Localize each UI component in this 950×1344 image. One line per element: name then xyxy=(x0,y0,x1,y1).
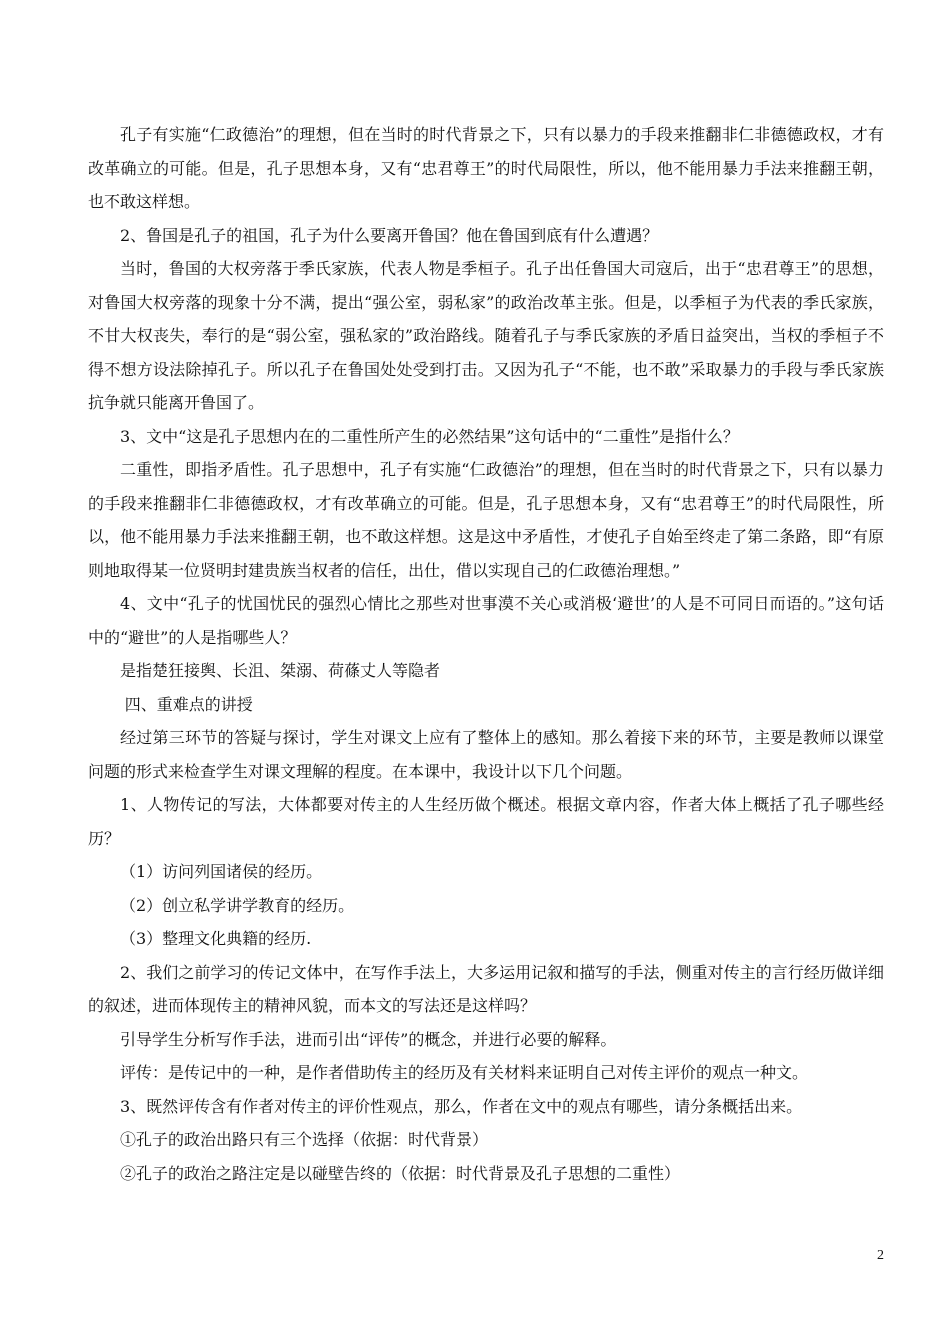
lecture-guidance: 引导学生分析写作手法，进而引出“评传”的概念，并进行必要的解释。 xyxy=(120,1029,617,1049)
lecture-question-2: 2、我们之前学习的传记文体中，在写作手法上，大多运用记叙和描写的手法，侧重对传主的言行经历做详细的叙述，进而体现传主的精神风貌，而本文的写法还是这样吗？ xyxy=(88,962,884,1015)
page-number: 2 xyxy=(877,1248,884,1263)
lecture-question-1: 1、人物传记的写法，大体都要对传主的人生经历做个概述。根据文章内容，作者大体上概括了孔子哪些经历？ xyxy=(88,795,884,848)
lecture-answer-1-item-3: （3）整理文化典籍的经历. xyxy=(120,929,312,948)
document-body xyxy=(88,118,884,1190)
lecture-answer-1-item-1: （1）访问列国诸侯的经历。 xyxy=(120,862,323,881)
lecture-answer-3-item-2: ②孔子的政治之路注定是以碰壁告终的（依据：时代背景及孔子思想的二重性） xyxy=(120,1163,681,1183)
question-2: 2、鲁国是孔子的祖国，孔子为什么要离开鲁国？他在鲁国到底有什么遭遇？ xyxy=(120,225,659,245)
answer-2: 当时，鲁国的大权旁落于季氏家族，代表人物是季桓子。孔子出任鲁国大司寇后，出于“忠君尊王”的思想，对鲁国大权旁落的现象十分不满，提出“强公室，弱私家”的政治改革主张。但是，以季桓子为代表的季氏家族，不甘大权丧失，奉行的是“弱公室，强私家的”政治路线。随着孔子与季氏家族的矛盾日益突出，当权的季桓子不得不想方设法除掉孔子。所以孔子在鲁国处处受到打击。又因为孔子“不能，也不敢”采取暴力的手段与季氏家族抗争就只能离开鲁国了。 xyxy=(88,259,884,412)
answer-4: 是指楚狂接舆、长沮、桀溺、荷蓧丈人等隐者 xyxy=(120,661,441,680)
lecture-answer-1-item-2: （2）创立私学讲学教育的经历。 xyxy=(120,895,355,915)
answer-3: 二重性，即指矛盾性。孔子思想中，孔子有实施“仁政德治”的理想，但在当时的时代背景之下，只有以暴力的手段来推翻非仁非德德政权，才有改革确立的可能。但是，孔子思想本身，又有“忠君尊王”的时代局限性，所以，他不能用暴力手法来推翻王朝，也不敢这样想。这是这中矛盾性，才使孔子自始至终走了第二条路，即“有原则地取得某一位贤明封建贵族当权者的信任，出仕，借以实现自己的仁政德治理想。” xyxy=(88,460,884,580)
lecture-answer-3-item-1: ①孔子的政治出路只有三个选择（依据：时代背景） xyxy=(120,1130,489,1149)
lecture-definition: 评传：是传记中的一种，是作者借助传主的经历及有关材料来证明自己对传主评价的观点一种文。 xyxy=(120,1063,809,1082)
question-3: 3、文中“这是孔子思想内在的二重性所产生的必然结果”这句话中的“二重性”是指什么？ xyxy=(120,426,739,446)
question-4: 4、文中“孔子的忧国忧民的强烈心情比之那些对世事漠不关心或消极‘避世’的人是不可同日而语的。”这句话中的“避世”的人是指哪些人？ xyxy=(88,594,884,647)
section-intro: 经过第三环节的答疑与探讨，学生对课文上应有了整体上的感知。那么着接下来的环节，主要是教师以课堂问题的形式来检查学生对课文理解的程度。在本课中，我设计以下几个问题。 xyxy=(88,728,884,781)
paragraph-intro: 孔子有实施“仁政德治”的理想，但在当时的时代背景之下，只有以暴力的手段来推翻非仁非德德政权，才有改革确立的可能。但是，孔子思想本身，又有“忠君尊王”的时代局限性，所以，他不能用暴力手法来推翻王朝，也不敢这样想。 xyxy=(88,125,884,211)
section-heading: 四、重难点的讲授 xyxy=(124,694,253,714)
lecture-question-3: 3、既然评传含有作者对传主的评价性观点，那么，作者在文中的观点有哪些，请分条概括出来。 xyxy=(120,1096,803,1116)
